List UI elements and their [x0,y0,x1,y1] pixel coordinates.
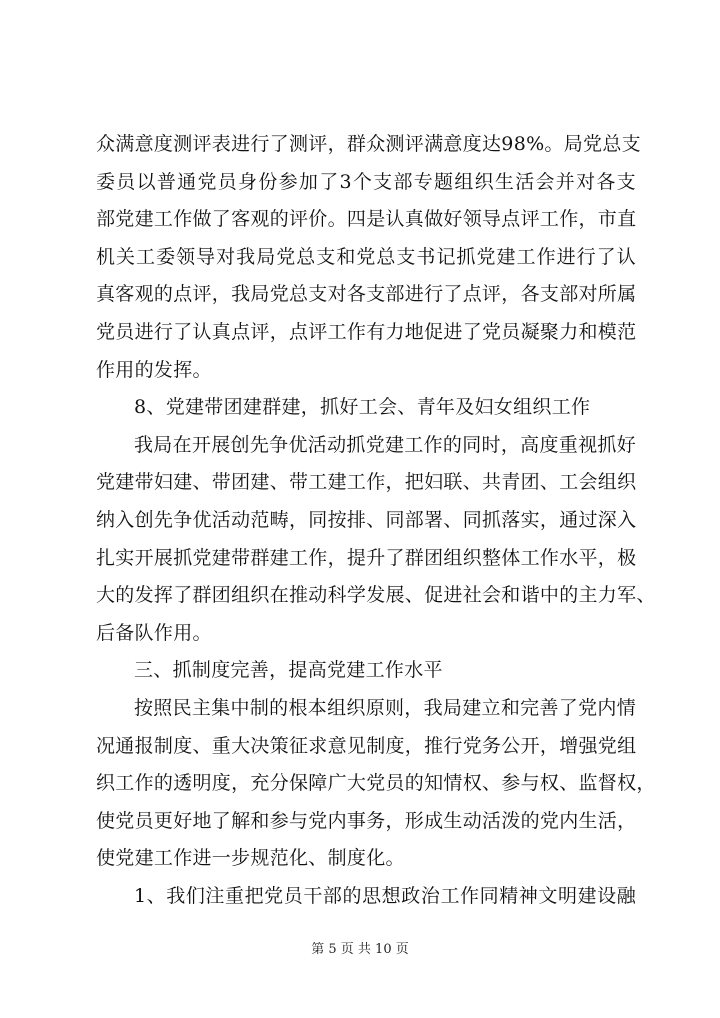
text-line: 众满意度测评表进行了测评，群众测评满意度达98%。局党总支 [96,133,641,155]
text-line: 作用的发挥。 [96,358,212,381]
text-line: 机关工委领导对我局党总支和党总支书记抓党建工作进行了认 [96,245,636,268]
section-heading: 8、党建带团建群建，抓好工会、青年及妇女组织工作 [134,396,591,419]
text-line: 后备队作用。 [96,621,212,644]
text-line: 扎实开展抓党建带群建工作，提升了群团组织整体工作水平，极 [96,546,637,569]
text-line: 大的发挥了群团组织在推动科学发展、促进社会和谐中的主力军、 [96,584,656,607]
text-line: 按照民主集中制的根本组织原则，我局建立和完善了党内情 [134,696,636,719]
text-line: 党建带妇建、带团建、带工建工作，把妇联、共青团、工会组织 [96,471,637,494]
text-line: 况通报制度、重大决策征求意见制度，推行党务公开，增强党组 [96,734,637,757]
text-line: 纳入创先争优活动范畴，同按排、同部署、同抓落实，通过深入 [96,508,637,531]
section-heading: 三、抓制度完善，提高党建工作水平 [134,659,443,682]
text-line: 我局在开展创先争优活动抓党建工作的同时，高度重视抓好 [134,433,636,456]
text-line: 使党员更好地了解和参与党内事务，形成生动活泼的党内生活， [96,809,637,832]
text-line: 部党建工作做了客观的评价。四是认真做好领导点评工作，市直 [96,208,637,231]
text-line: 织工作的透明度，充分保障广大党员的知情权、参与权、监督权， [96,772,656,795]
text-line: 真客观的点评，我局党总支对各支部进行了点评，各支部对所属 [96,283,637,306]
document-body [96,126,656,915]
text-line: 1、我们注重把党员干部的思想政治工作同精神文明建设融 [134,884,636,907]
text-line: 委员以普通党员身份参加了3个支部专题组织生活会并对各支 [96,170,636,193]
page-number-footer: 第 5 页 共 10 页 [311,942,409,957]
text-line: 党员进行了认真点评，点评工作有力地促进了党员凝聚力和模范 [96,320,637,343]
text-line: 使党建工作进一步规范化、制度化。 [96,847,405,870]
